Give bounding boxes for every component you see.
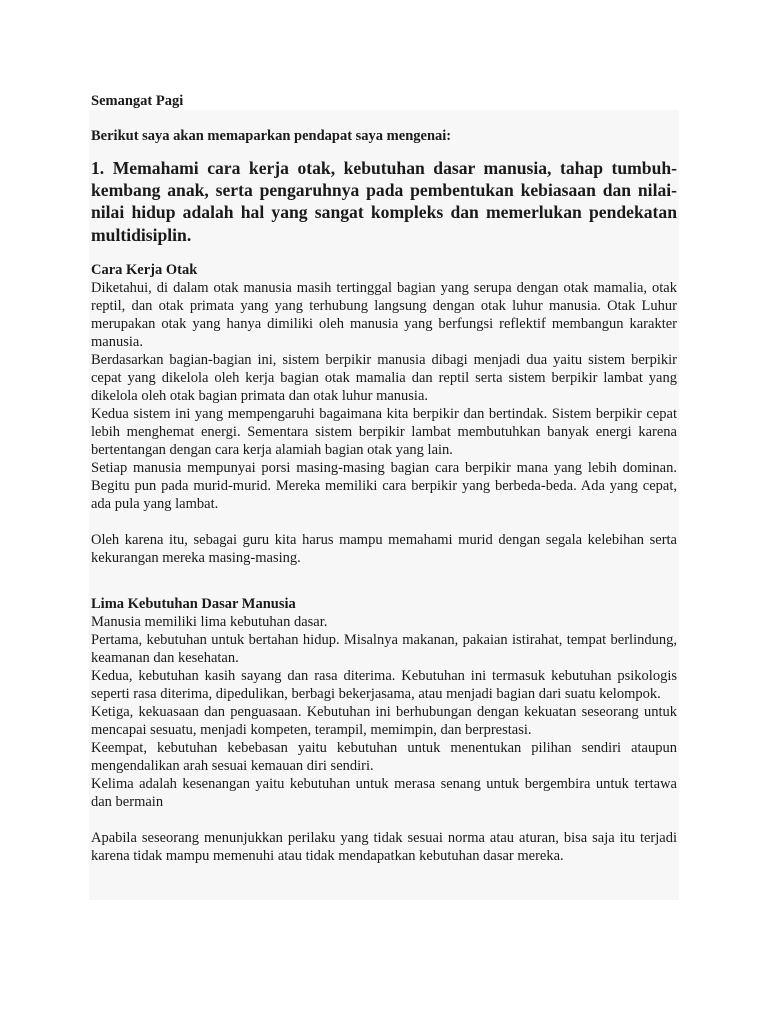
document-content [91,92,677,865]
conclusion-paragraph: Oleh karena itu, sebagai guru kita harus mampu memahami murid dengan segala kelebihan serta kekurangan mereka masing-masing. [91,531,677,566]
paragraph: Ketiga, kekuasaan dan penguasaan. Kebutuhan ini berhubungan dengan kekuatan seseorang untuk mencapai sesuatu, menjadi kompeten, terampil, memimpin, dan berprestasi. [91,703,677,738]
paragraph: Manusia memiliki lima kebutuhan dasar. [91,613,328,630]
document-page [91,92,677,865]
spacer [91,246,677,261]
paragraph: Kedua sistem ini yang mempengaruhi bagaimana kita berpikir dan bertindak. Sistem berpikir cepat lebih menghemat energi. Sementara sistem berpikir lambat membutuhkan banyak energi karena bertentangan dengan cara kerja alamiah bagian otak yang lain. [91,405,677,458]
paragraph: Berdasarkan bagian-bagian ini, sistem berpikir manusia dibagi menjadi dua yaitu sistem berpikir cepat yang dikelola oleh kerja bagian otak mamalia dan reptil serta sistem berpikir lambat yang dikelola oleh otak bagian primata dan otak luhur manusia. [91,351,677,404]
paragraph: Keempat, kebutuhan kebebasan yaitu kebutuhan untuk menentukan pilihan sendiri ataupun mengendalikan arah sesuai kemauan diri sendiri. [91,739,677,774]
section-title-needs: Lima Kebutuhan Dasar Manusia [91,595,296,612]
section-title-brain: Cara Kerja Otak [91,261,198,278]
paragraph: Pertama, kebutuhan untuk bertahan hidup. Misalnya makanan, pakaian istirahat, tempat berlindung, keamanan dan kesehatan. [91,631,677,666]
paragraph: Kelima adalah kesenangan yaitu kebutuhan untuk merasa senang untuk bergembira untuk tertawa dan bermain [91,775,677,810]
paragraph: Setiap manusia mempunyai porsi masing-masing bagian cara berpikir mana yang lebih dominan. Begitu pun pada murid-murid. Mereka memiliki cara berpikir yang berbeda-beda. Ada yang cepat, ada pula yang lambat. [91,459,677,512]
main-heading: 1. Memahami cara kerja otak, kebutuhan dasar manusia, tahap tumbuh-kembang anak, serta pengaruhnya pada pembentukan kebiasaan dan nilai-nilai hidup adalah hal yang sangat kompleks dan memerlukan pendekatan multidisiplin. [91,158,677,245]
spacer [91,567,677,595]
spacer [91,513,677,531]
intro-text: Berikut saya akan memaparkan pendapat saya mengenai: [91,128,452,144]
greeting-text: Semangat Pagi [91,93,184,109]
paragraph: Kedua, kebutuhan kasih sayang dan rasa diterima. Kebutuhan ini termasuk kebutuhan psikologis seperti rasa diterima, dipedulikan, berbagi bekerjasama, atau menjadi bagian dari suatu kelompok. [91,667,677,702]
paragraph: Diketahui, di dalam otak manusia masih tertinggal bagian yang serupa dengan otak mamalia, otak reptil, dan otak primata yang yang terhubung langsung dengan otak luhur manusia. Otak Luhur merupakan otak yang hanya dimiliki oleh manusia yang berfungsi reflektif membangun karakter manusia. [91,279,677,350]
spacer [91,811,677,829]
conclusion-paragraph: Apabila seseorang menunjukkan perilaku yang tidak sesuai norma atau aturan, bisa saja itu terjadi karena tidak mampu memenuhi atau tidak mendapatkan kebutuhan dasar mereka. [91,829,677,864]
